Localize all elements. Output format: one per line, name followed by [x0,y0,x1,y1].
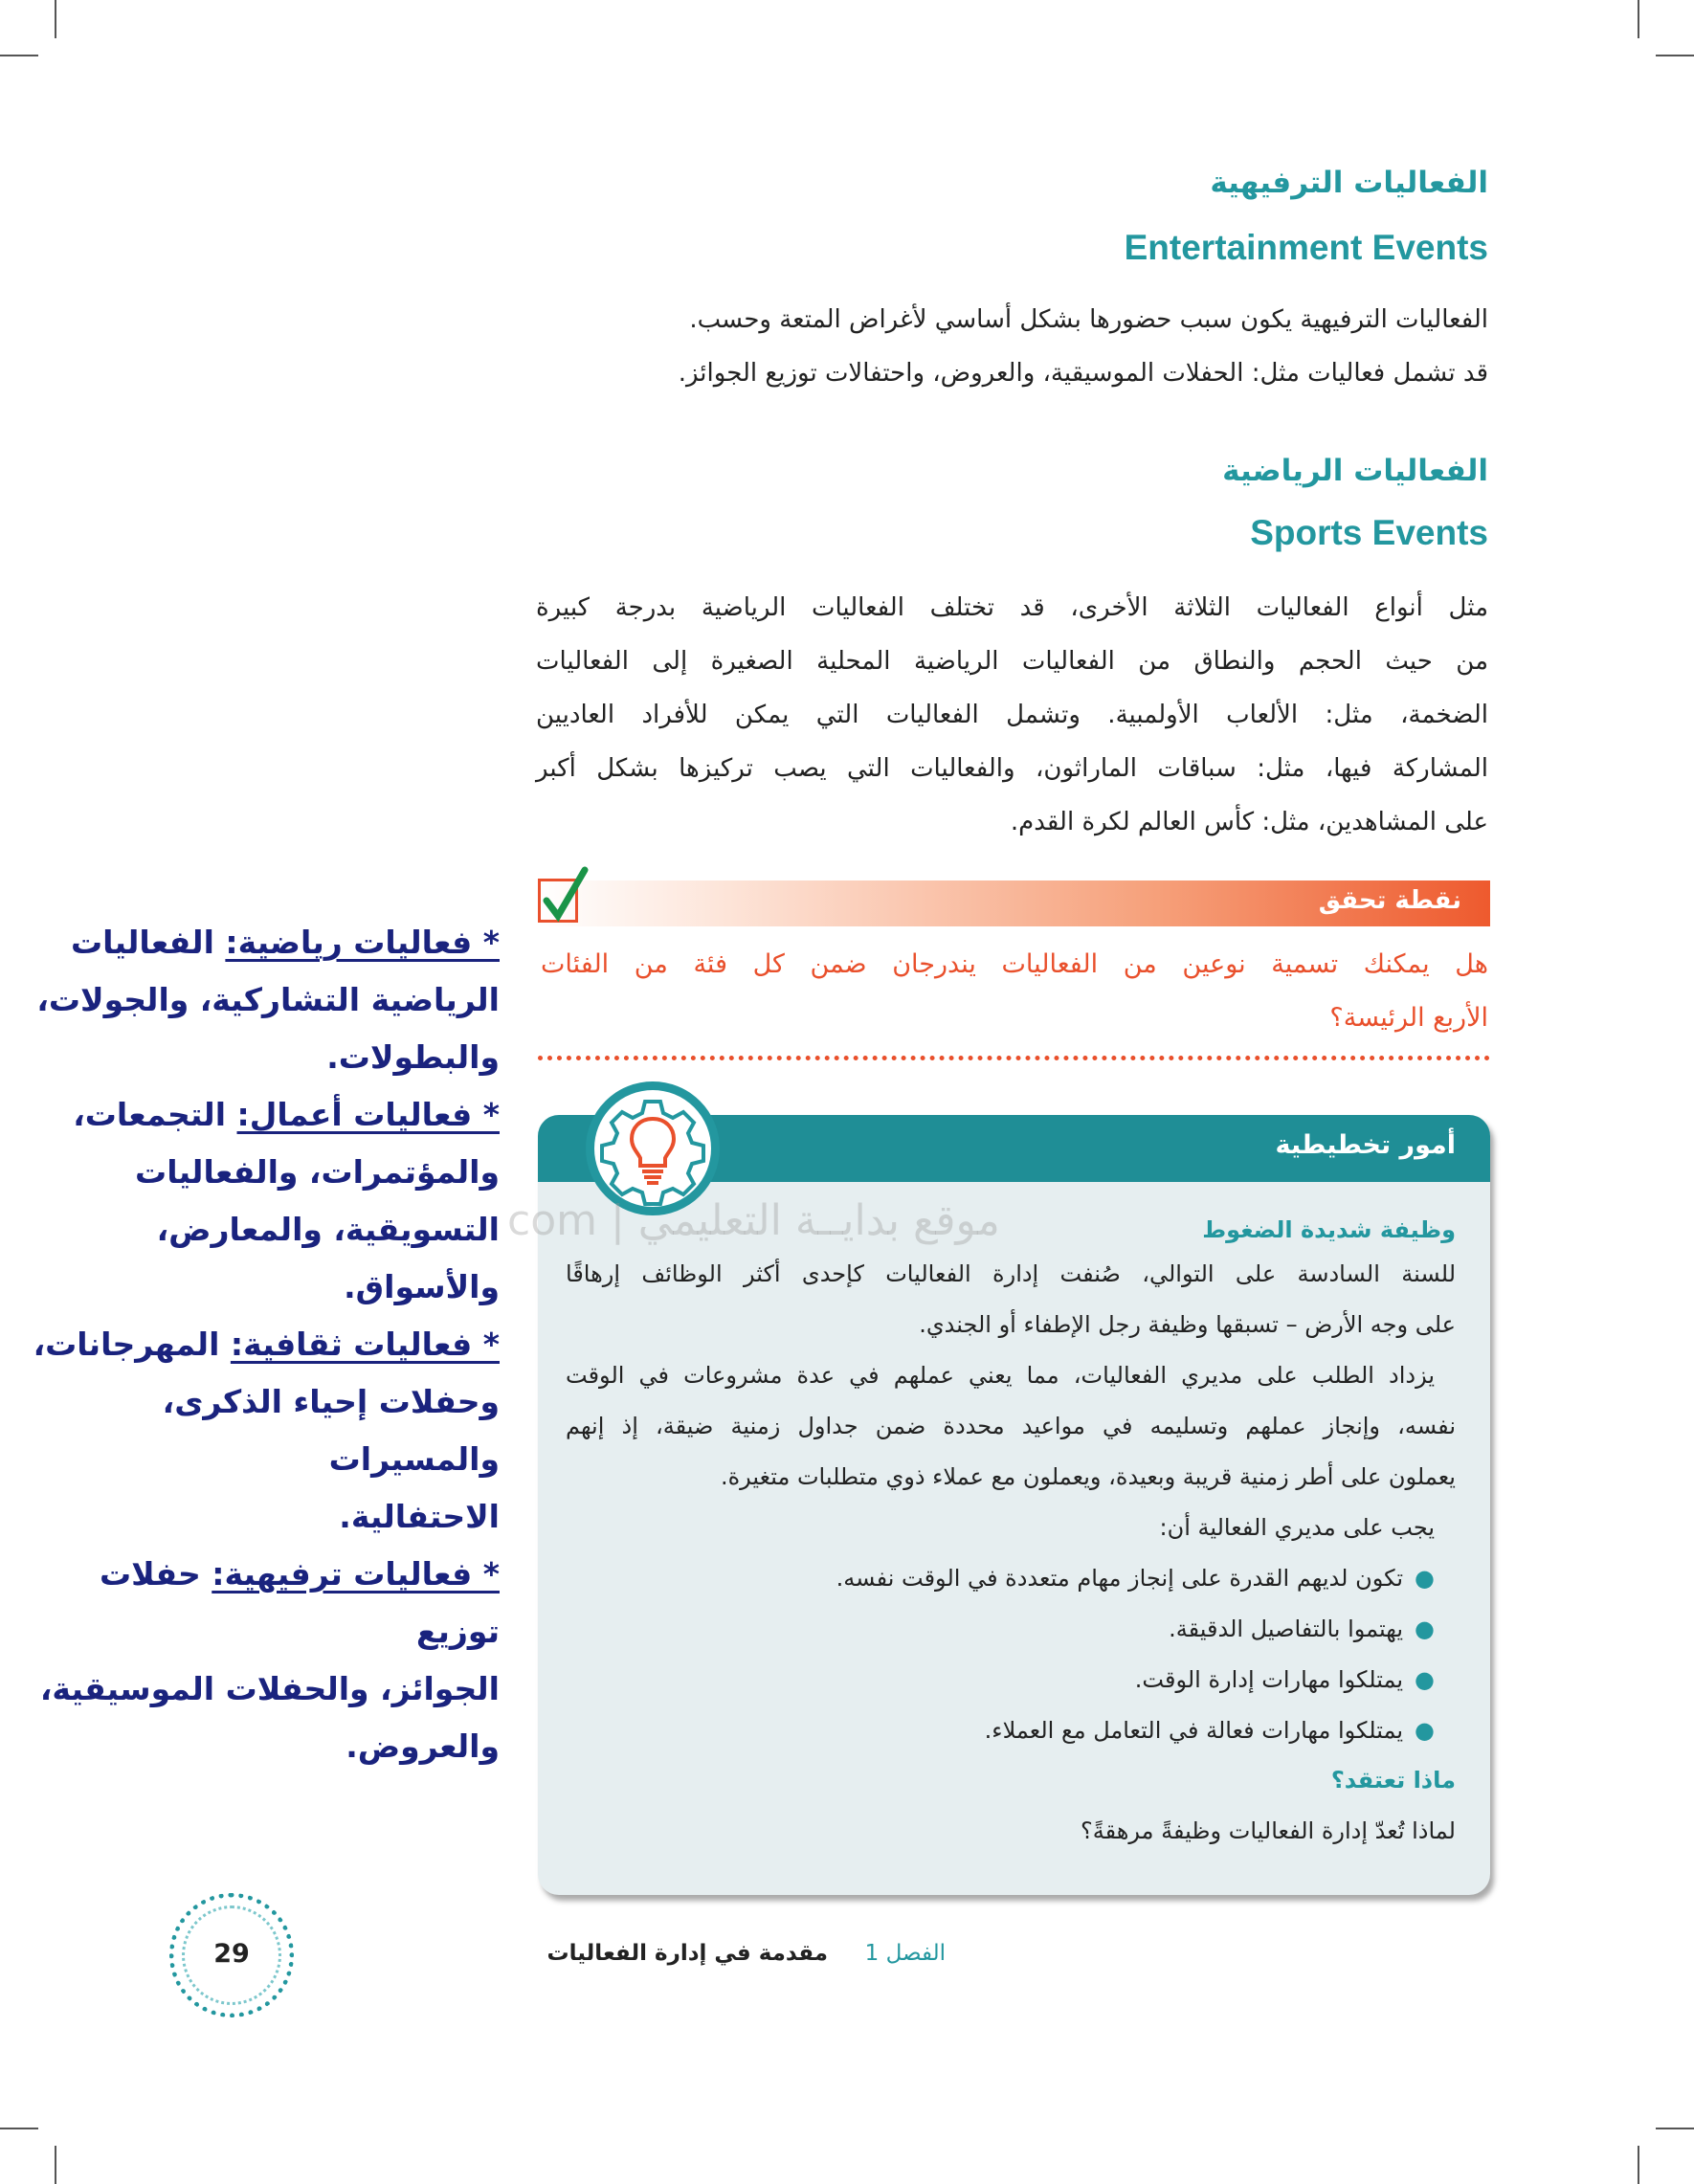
chapter-title: مقدمة في إدارة الفعاليات [546,1941,829,1966]
crop-mark [1638,0,1639,38]
entertainment-paragraph [536,293,1488,400]
bullet-text: يمتلكوا مهارات إدارة الوقت. [1134,1666,1404,1693]
watermark: موقع بدايــة التعليمي | com [507,1196,1000,1245]
crop-mark [55,2146,56,2184]
crop-mark [1638,2146,1639,2184]
bullet-item: ●يمتلكوا مهارات فعالة في التعامل مع العملاء. [984,1717,1435,1744]
bullet-item: ●تكون لديهم القدرة على إنجاز مهام متعددة في الوقت نفسه. [836,1565,1435,1592]
bullet-item: ●يمتلكوا مهارات إدارة الوقت. [1134,1666,1435,1693]
entertainment-title-en: Entertainment Events [1124,228,1488,267]
entertainment-title-ar: الفعاليات الترفيهية [1210,166,1488,200]
checkpoint-question [541,938,1488,1045]
note-sports [11,914,500,1086]
paragraph-line: الضخمة، مثل: الألعاب الأولمبية. وتشمل الفعاليات التي يمكن للأفراد العاديين [536,701,1488,729]
footer-chapter [547,1941,946,1966]
must-intro: يجب على مديري الفعالية أن: [1159,1514,1435,1541]
note-label: * فعاليات رياضية: [225,924,500,961]
note-text: والعروض. [345,1727,500,1765]
note-text: الفعاليات [71,924,226,961]
bullet-item: ●يهتموا بالتفاصيل الدقيقة. [1169,1616,1435,1642]
note-text: الرياضية التشاركية، والجولات، [36,981,500,1018]
crop-mark [0,2128,38,2129]
paragraph-line: من حيث الحجم والنطاق من الفعاليات الرياضية المحلية الصغيرة إلى الفعاليات [536,647,1488,676]
note-business [11,1086,500,1316]
paragraph-line: الفعاليات الترفيهية يكون سبب حضورها بشكل أساسي لأغراض المتعة وحسب. [689,305,1488,334]
note-label: * فعاليات ثقافية: [230,1326,500,1363]
paragraph-line: يعملون على أطر زمنية قريبة وبعيدة، ويعملون مع عملاء ذوي متطلبات متغيرة. [720,1463,1456,1490]
bullet-text: يهتموا بالتفاصيل الدقيقة. [1169,1616,1404,1642]
paragraph-line: يزداد الطلب على مديري الفعاليات، مما يعني عملهم في عدة مشروعات في الوقت [566,1362,1435,1389]
note-text: والبطولات. [326,1038,500,1076]
note-label: * فعاليات ترفيهية: [212,1555,500,1593]
chapter-label: الفصل 1 [864,1941,946,1966]
checkpoint-title: نقطة تحقق [1318,886,1461,915]
paragraph-line: على وجه الأرض – تسبقها وظيفة رجل الإطفاء أو الجندي. [919,1311,1456,1338]
planning-subtitle: وظيفة شديدة الضغوط [1202,1216,1456,1243]
question-line: هل يمكنك تسمية نوعين من الفعاليات يندرجان ضمن كل فئة من الفئات [541,949,1488,979]
think-title: ماذا تعتقد؟ [1330,1767,1456,1794]
planning-box-content [566,1211,1456,1858]
paragraph-line: المشاركة فيها، مثل: سباقات الماراثون، والفعاليات التي يصب تركيزها بشكل أكبر [536,754,1488,783]
sports-title-ar: الفعاليات الرياضية [1222,454,1488,488]
question-line: الأربع الرئيسة؟ [1329,1003,1488,1033]
checkmark-icon [538,879,578,923]
page-number: 29 [213,1939,250,1969]
sports-title-en: Sports Events [1250,513,1488,552]
paragraph-line: مثل أنواع الفعاليات الثلاثة الأخرى، قد تختلف الفعاليات الرياضية بدرجة كبيرة [536,593,1488,622]
margin-notes [11,914,500,1775]
crop-mark [0,55,38,56]
note-cultural [11,1316,500,1546]
bullet-text: تكون لديهم القدرة على إنجاز مهام متعددة في الوقت نفسه. [836,1565,1404,1592]
paragraph-line: للسنة السادسة على التوالي، صُنفت إدارة الفعاليات كإحدى أكثر الوظائف إرهاقًا [566,1260,1456,1287]
paragraph-line: نفسه، وإنجاز عملهم وتسليمه في مواعيد محددة ضمن جداول زمنية ضيقة، إذ إنهم [566,1413,1456,1439]
note-text: حفلات توزيع [100,1555,500,1650]
checkpoint-banner [538,880,1490,926]
planning-box-title: أمور تخطيطية [1275,1130,1456,1160]
bullet-text: يمتلكوا مهارات فعالة في التعامل مع العملاء. [984,1717,1404,1744]
note-entertainment [11,1546,500,1775]
note-text: الجوائز، والحفلات الموسيقية، [39,1670,500,1707]
note-text: التسويقية، والمعارض، والأسواق. [156,1211,500,1305]
paragraph-line: على المشاهدين، مثل: كأس العالم لكرة القدم. [1010,808,1488,836]
dotted-divider [538,1056,1490,1060]
gear-lightbulb-icon [586,1081,720,1215]
crop-mark [1656,2128,1694,2129]
note-text: والمؤتمرات، والفعاليات [135,1153,500,1191]
crop-mark [55,0,56,38]
note-label: * فعاليات أعمال: [236,1096,500,1133]
note-text: التجمعات، [73,1096,237,1133]
sports-paragraph [536,581,1488,849]
note-text: وحفلات إحياء الذكرى، والمسيرات [162,1383,500,1478]
paragraph-line: قد تشمل فعاليات مثل: الحفلات الموسيقية، والعروض، واحتفالات توزيع الجوائز. [678,359,1488,388]
note-text: المهرجانات، [33,1326,231,1363]
think-question: لماذا تُعدّ إدارة الفعاليات وظيفةً مرهقةً؟ [1081,1817,1456,1844]
note-text: الاحتفالية. [339,1498,500,1535]
crop-mark [1656,55,1694,56]
